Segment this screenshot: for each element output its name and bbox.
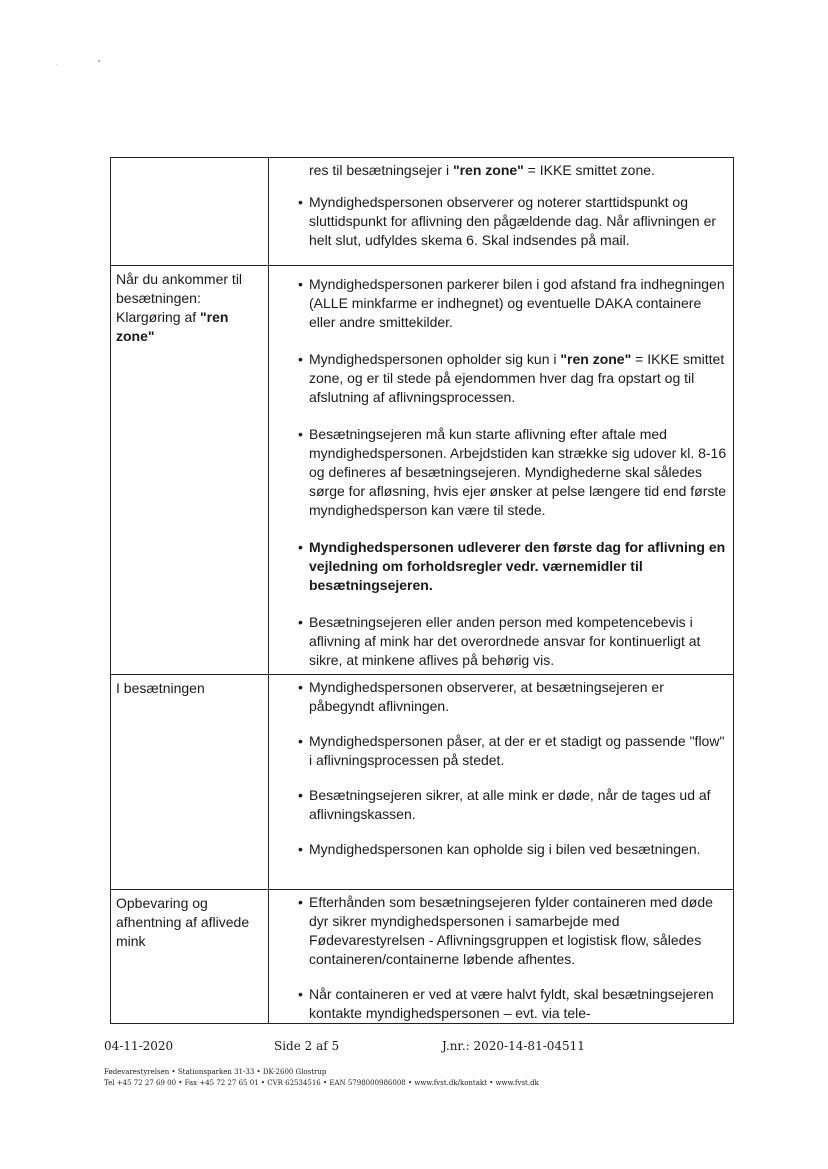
text-run: = IKKE smittet zone, og er til stede på ejendommen hver dag fra opstart og til afslutning af aflivningsprocessen. [309,351,725,405]
bullet-icon: • [298,426,303,442]
bullet-icon: • [298,986,303,1002]
text-run: Besætningsejeren eller anden person med kompetencebevis i aflivning af mink har det overordnede ansvar for kontinuerligt at sikre, at minkene aflives på behørig vis. [309,614,701,668]
bold-text: "ren zone" [116,309,229,344]
list-item [269,538,727,595]
text-run: Opbevaring og afhentning af aflivede mink [116,895,250,949]
bullet-icon: • [298,539,303,555]
bullet-icon: • [298,614,303,630]
text-run: Myndighedspersonen kan opholde sig i bilen ved besætningen. [309,841,701,857]
list-item [269,786,727,824]
row-content [269,158,734,266]
row-label [111,158,269,266]
row-content [269,675,734,890]
row-label [111,266,269,675]
bullet-list [269,158,727,254]
list-item [269,161,727,180]
text-run: Efterhånden som besætningsejeren fylder containeren med døde dyr sikrer myndighedspersonen i samarbejde med Fødevarestyrelsen - Aflivningsgruppen et logistisk flow, således containeren/containerne løbende afhentes. [309,894,713,967]
address-line: Fødevarestyrelsen • Stationsparken 31-33 • DK-2600 Glostrup [104,1068,327,1076]
bold-text: "ren zone" [452,162,524,178]
bullet-list [269,266,727,674]
text-run: I besætningen [116,680,205,696]
text-run: Myndighedspersonen parkerer bilen i god afstand fra indhegningen (ALLE minkfarme er indhegnet) og eventuelle DAKA containere eller andre smittekilder. [309,276,725,330]
list-item [269,678,727,716]
bullet-icon: • [298,351,303,367]
row-content [269,890,734,1024]
row-label [111,890,269,1024]
row-content [269,266,734,675]
text-run: Myndighedspersonen observerer, at besætningsejeren er påbegyndt aflivningen. [309,679,664,714]
bullet-icon: • [298,841,303,857]
list-item [269,613,727,670]
list-item [269,350,727,407]
footer-date: 04-11-2020 [104,1039,174,1053]
bullet-icon: • [298,276,303,292]
text-run: = IKKE smittet zone. [523,162,655,178]
bullet-list [269,890,727,1023]
list-item [269,840,727,859]
bullet-list [269,675,727,867]
bold-text: "ren zone" [560,351,632,367]
address-block [104,1067,539,1089]
text-run: Myndighedspersonen opholder sig kun i [309,351,561,367]
bullet-icon: • [298,194,303,210]
bullet-icon: • [298,894,303,910]
row-label [111,675,269,890]
text-run: Myndighedspersonen observerer og noterer starttidspunkt og sluttidspunkt for aflivning den pågældende dag. Når aflivningen er helt slut, udfyldes skema 6. Skal indsendes på mail. [309,194,717,248]
bold-text: Myndighedspersonen udleverer den første dag for aflivning en vejledning om forholdsregler vedr. værnemidler til besætningsejeren. [309,539,726,593]
text-run: res til besætningsejer i [309,162,453,178]
bullet-icon: • [298,787,303,803]
list-item [269,732,727,770]
text-run: Myndighedspersonen påser, at der er et stadigt og passende "flow" i aflivningsprocessen på stedet. [309,733,725,768]
contact-line: Tel +45 72 27 69 00 • Fax +45 72 27 65 01 • CVR 62534516 • EAN 5798000986008 • www.fvst.dk/kontakt • www.fvst.dk [104,1079,539,1087]
list-item [269,985,727,1023]
footer-page-number: Side 2 af 5 [274,1039,340,1053]
footer-journal-number: J.nr.: 2020-14-81-04511 [442,1039,585,1053]
row-arrival-clean-zone [111,266,734,675]
bullet-icon: • [298,679,303,695]
bullet-icon: • [298,733,303,749]
row-storage-pickup [111,890,734,1024]
text-run: Når du ankommer til besætningen: Klargøring af [116,271,243,325]
text-run: Besætningsejeren må kun starte aflivning efter aftale med myndighedspersonen. Arbejdstiden kan strække sig udover kl. 8-16 og defineres af besætningsejeren. Myndighederne skal således sørge for afløsning, hvis ejer ønsker at pelse længere tid end første myndighedsperson kan være til stede. [309,426,727,518]
scan-speck [56,64,57,65]
list-item [269,893,727,969]
scan-speck [98,60,100,62]
list-item [269,193,727,250]
row-continued [111,158,734,266]
procedure-table [110,157,734,1024]
text-run: Besætningsejeren sikrer, at alle mink er døde, når de tages ud af aflivningskassen. [309,787,711,822]
text-run: Når containeren er ved at være halvt fyldt, skal besætningsejeren kontakte myndighedspersonen – evt. via tele- [309,986,714,1021]
row-in-herd [111,675,734,890]
list-item [269,425,727,520]
list-item [269,275,727,332]
